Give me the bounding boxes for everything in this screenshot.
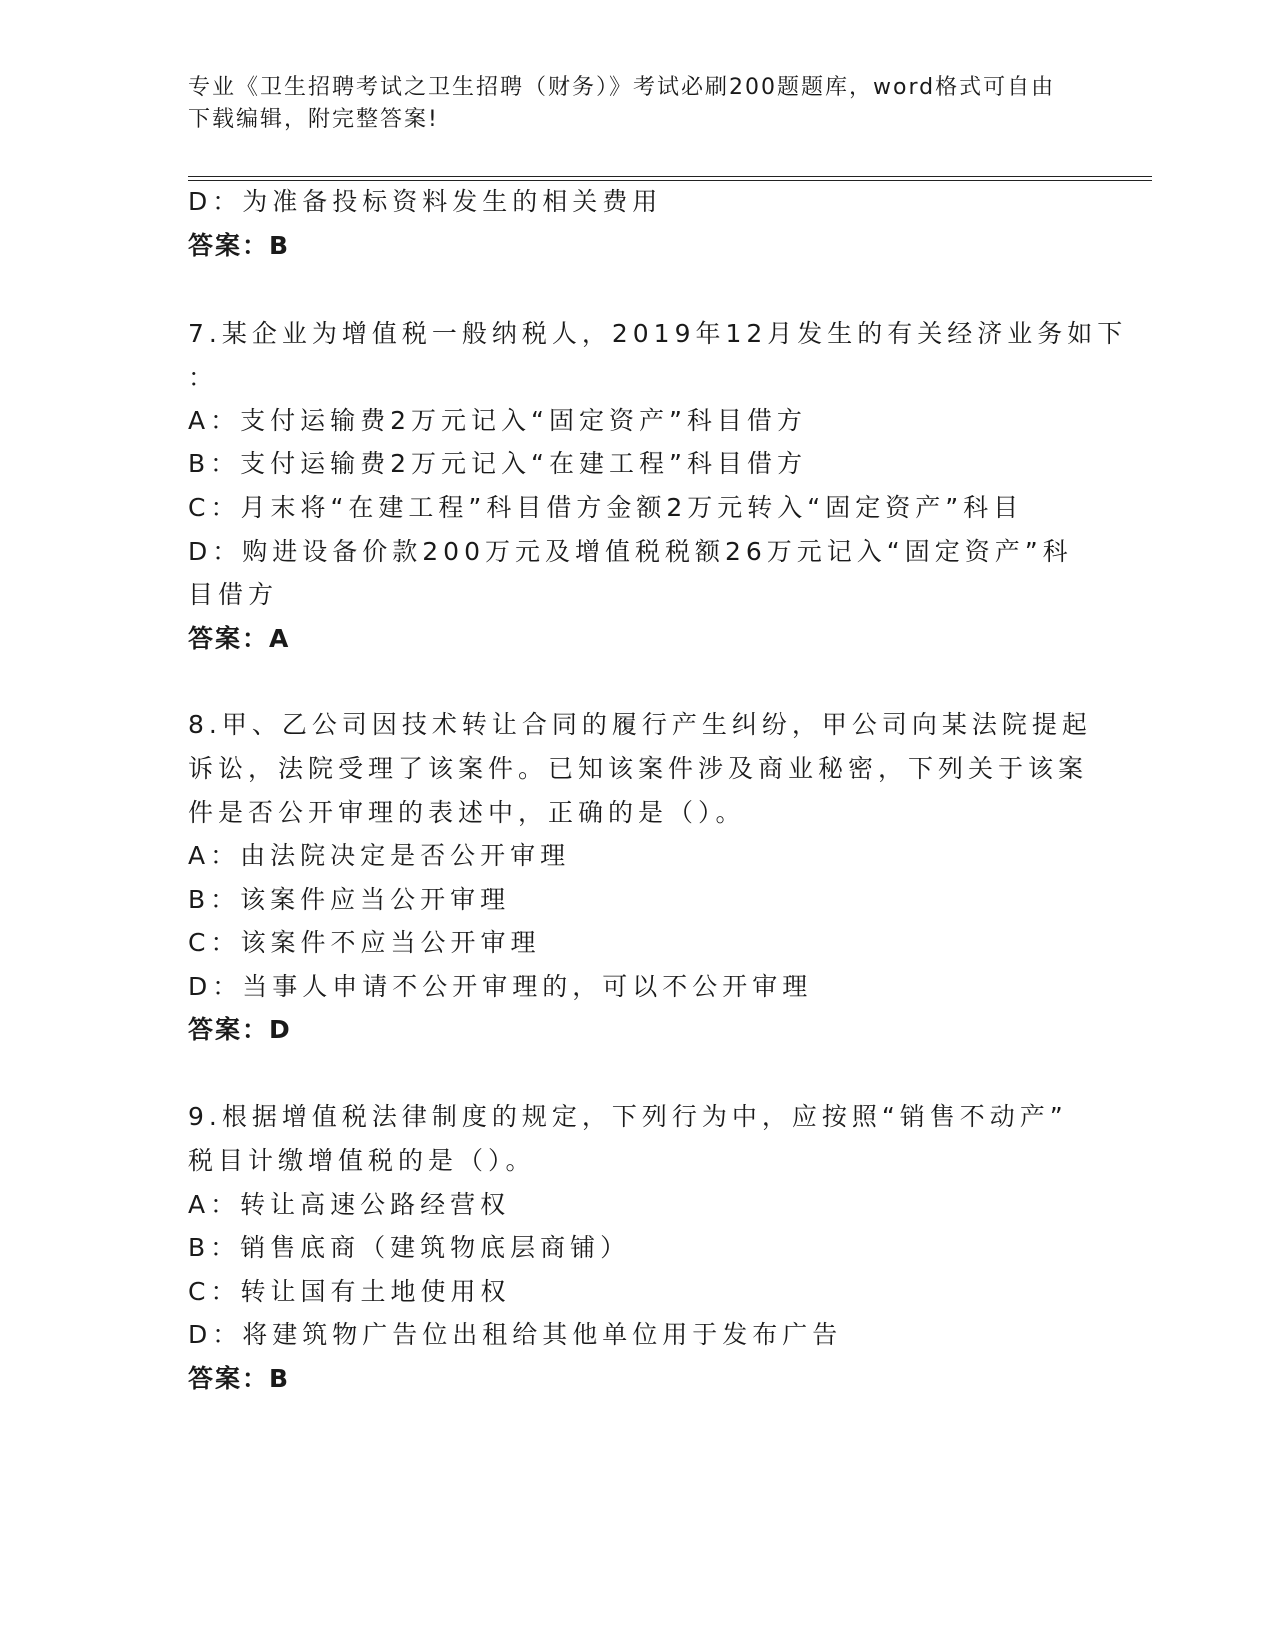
page-header: 专业《卫生招聘考试之卫生招聘（财务）》考试必刷200题题库，word格式可自由下载编辑，附完整答案! <box>188 75 1056 132</box>
q8-option-a: A：由法院决定是否公开审理 <box>188 841 571 870</box>
q7-stem-line-2: ： <box>188 363 219 392</box>
q7-option-b: B：支付运输费2万元记入“在建工程”科目借方 <box>188 449 807 478</box>
q7-option-c: C：月末将“在建工程”科目借方金额2万元转入“固定资产”科目 <box>188 493 1024 522</box>
q8-option-d: D：当事人申请不公开审理的，可以不公开审理 <box>188 972 813 1001</box>
q9-option-a: A：转让高速公路经营权 <box>188 1190 511 1219</box>
q7-option-d-line-2: 目借方 <box>188 580 279 609</box>
q9-answer: 答案：B <box>188 1364 291 1393</box>
q8-option-c: C：该案件不应当公开审理 <box>188 928 541 957</box>
q8-stem-line-2: 诉讼，法院受理了该案件。已知该案件涉及商业秘密，下列关于该案 <box>188 754 1089 783</box>
q9-stem-line-1: 9.根据增值税法律制度的规定，下列行为中，应按照“销售不动产” <box>188 1102 1068 1131</box>
q9-option-c: C：转让国有土地使用权 <box>188 1277 511 1306</box>
q7-option-d-line-1: D：购进设备价款200万元及增值税税额26万元记入“固定资产”科 <box>188 537 1073 566</box>
q7-option-a: A：支付运输费2万元记入“固定资产”科目借方 <box>188 406 807 435</box>
q9-option-b: B：销售底商（建筑物底层商铺） <box>188 1233 631 1262</box>
q7-answer: 答案：A <box>188 624 291 653</box>
q8-option-b: B：该案件应当公开审理 <box>188 885 511 914</box>
q8-answer: 答案：D <box>188 1015 292 1044</box>
q8-stem-line-1: 8.甲、乙公司因技术转让合同的履行产生纠纷，甲公司向某法院提起 <box>188 710 1092 739</box>
prev-option-d: D：为准备投标资料发生的相关费用 <box>188 187 663 216</box>
q7-stem-line-1: 7.某企业为增值税一般纳税人，2019年12月发生的有关经济业务如下 <box>188 319 1128 348</box>
header-divider <box>188 176 1152 181</box>
prev-answer: 答案：B <box>188 231 291 260</box>
q9-stem-line-2: 税目计缴增值税的是（）。 <box>188 1146 536 1175</box>
q8-stem-line-3: 件是否公开审理的表述中，正确的是（）。 <box>188 798 746 827</box>
q9-option-d: D：将建筑物广告位出租给其他单位用于发布广告 <box>188 1320 843 1349</box>
